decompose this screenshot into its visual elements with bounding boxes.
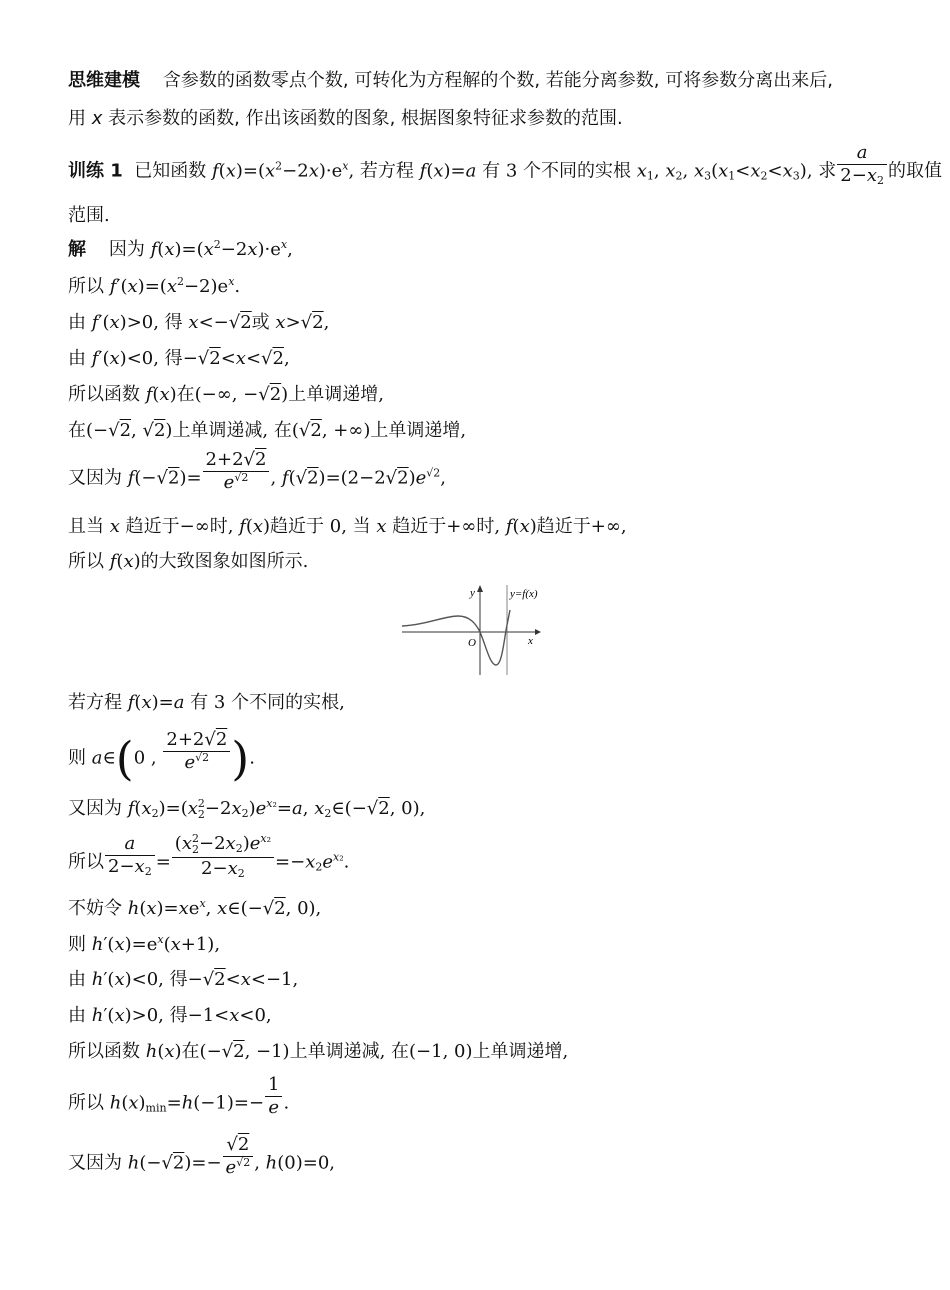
intro-line-2: 用 x 表示参数的函数, 作出该函数的图象, 根据图象特征求参数的范围. — [68, 108, 623, 129]
solution-line-6: 在(−√2, √2)上单调递减, 在(√2, +∞)上单调递增, — [68, 420, 467, 441]
intro-line-1 — [68, 72, 833, 90]
x-axis-arrow — [535, 629, 541, 635]
intro-text-1: 含参数的函数零点个数, 可转化为方程解的个数, 若能分离参数, 可将参数分离出来后, — [162, 70, 833, 91]
function-graph — [400, 580, 560, 680]
y-axis-label: y — [470, 587, 475, 599]
solution-line-11: 则 a∈(0 , $\frac{2+2√2}{e^{√2}}$ ). — [68, 729, 255, 786]
solution-line-7: 又因为 f(−√2)= $\frac{2+2√2}{e^{√2}}$ , $f(√2)=(2-2√2)e^{√2}$, — [68, 449, 447, 493]
origin-label: O — [468, 637, 476, 649]
solution-line-1: 解 因为 $f(x)=(x^2-2x)\cdot e^x$, — [68, 238, 293, 260]
exercise-line-2: 范围. — [68, 205, 110, 226]
solution-line-15: 则 $h'(x)=e^x(x+1)$, — [68, 933, 221, 955]
x-axis-label: x — [528, 635, 533, 647]
function-curve — [402, 610, 510, 665]
solution-line-17: 由 h′(x)>0, 得−1<x<0, — [68, 1005, 272, 1026]
intro-heading: 思维建模 — [68, 70, 140, 91]
solution-line-19: 所以 $h(x)_{min}=h(-1)=-$ $\frac{1}{e}$ . — [68, 1074, 290, 1118]
solution-line-9: 所以 f(x)的大致图象如图所示. — [68, 551, 309, 572]
y-axis-arrow — [477, 585, 483, 592]
solution-line-10: 若方程 f(x)=a 有 3 个不同的实根, — [68, 692, 345, 713]
solution-line-13: 所以 $\frac{a}{2-x_2}$ = (x 2 2 $-2x_2)e^{x_2}$ $2-x_2$ $=-x_2e^{x_2}$. — [68, 832, 350, 880]
solution-line-4: 由 f′(x)<0, 得−√2<x<√2, — [68, 348, 290, 369]
solution-line-8: 且当 x 趋近于−∞时, f(x)趋近于 0, 当 x 趋近于+∞时, f(x)趋近于+∞, — [68, 516, 627, 537]
exercise-label: 训练 1 — [68, 160, 123, 182]
solution-line-2: 所以 $f'(x)=(x^2-2)e^x$. — [68, 275, 241, 297]
solution-line-20: 又因为 h(−√2)=− $\frac{√2}{e^{√2}}$ , h(0)=0, — [68, 1134, 336, 1178]
solution-line-18: 所以函数 h(x)在(−√2, −1)上单调递减, 在(−1, 0)上单调递增, — [68, 1041, 569, 1062]
curve-label: y=f(x) — [510, 588, 538, 600]
solution-line-12: 又因为 $f(x_2)=(x$ 2 2 $-2x_2)e^{x_2}=a$, $x_2\in(-√2$, 0), — [68, 797, 426, 821]
exercise-line-1: 训练 1 已知函数 $f(x)=(x^2-2x)\cdot e^x$, 若方程 f(x)=a 有 3 个不同的实根 $x_1$, $x_2$, $x_3(x_1<x_2<x_3)$, 求 $\frac{a}{2-x_2}$ 的取值 — [68, 142, 942, 187]
solution-line-3: 由 f′(x)>0, 得 x<−√2或 x>√2, — [68, 312, 330, 333]
solution-line-14: 不妨令 $h(x)=xe^x$, x∈(−√2, 0), — [68, 897, 322, 919]
solution-label: 解 — [68, 239, 86, 260]
solution-line-5: 所以函数 f(x)在(−∞, −√2)上单调递增, — [68, 384, 384, 405]
solution-line-16: 由 h′(x)<0, 得−√2<x<−1, — [68, 969, 299, 990]
